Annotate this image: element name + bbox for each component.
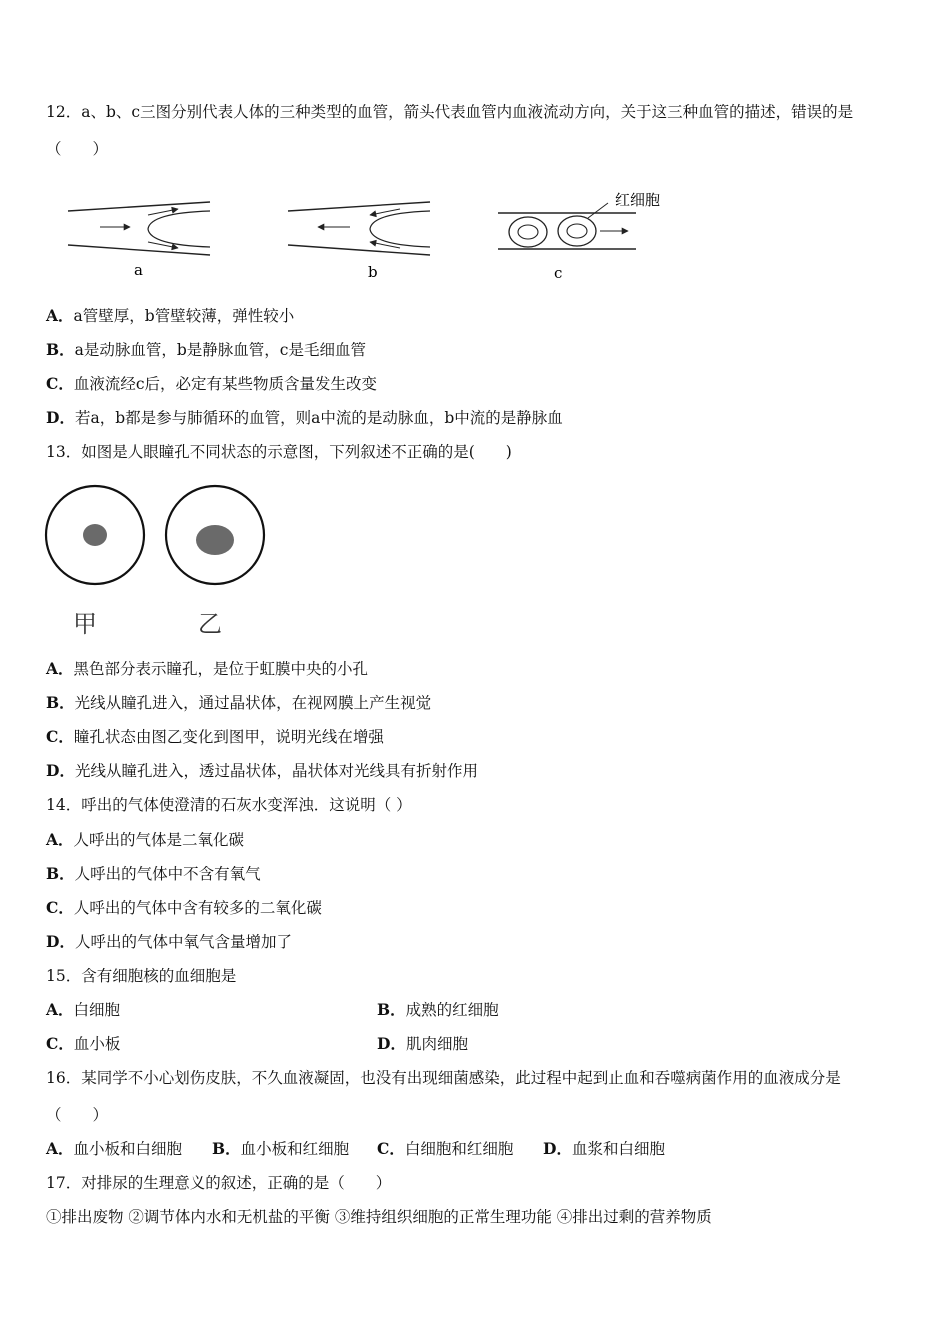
option-letter: D．: [46, 408, 75, 427]
option-text: 血小板和红细胞: [240, 1140, 350, 1158]
option-letter: C．: [46, 1034, 74, 1053]
q15-option-a[interactable]: [46, 999, 120, 1021]
option-letter: D．: [543, 1139, 572, 1158]
option-letter: B．: [46, 864, 75, 883]
q17-items: ①排出废物 ②调节体内水和无机盐的平衡 ③维持组织细胞的正常生理功能 ④排出过剩的营养物质: [46, 1208, 712, 1226]
q12-option-b[interactable]: [46, 339, 366, 361]
option-text: 人呼出的气体是二氧化碳: [73, 831, 245, 849]
option-text: 人呼出的气体中氧气含量增加了: [74, 933, 292, 951]
q13-option-a[interactable]: [46, 658, 368, 680]
q14-option-d[interactable]: [46, 931, 292, 953]
label-c: c: [554, 264, 563, 282]
label-red-blood-cell: 红细胞: [615, 191, 661, 209]
option-letter: A．: [46, 1000, 74, 1019]
vessel-a: [68, 202, 210, 255]
q16-option-b[interactable]: [212, 1138, 349, 1160]
q13-option-d[interactable]: [46, 760, 478, 782]
option-text: 成熟的红细胞: [405, 1001, 499, 1019]
option-text: 白细胞: [73, 1001, 121, 1019]
option-letter: B．: [212, 1139, 241, 1158]
q12-option-a[interactable]: [46, 305, 294, 327]
q12-option-c[interactable]: [46, 373, 377, 395]
q13-stem: 13．如图是人眼瞳孔不同状态的示意图，下列叙述不正确的是( ): [46, 443, 512, 461]
option-text: 光线从瞳孔进入，透过晶状体，晶状体对光线具有折射作用: [74, 762, 478, 780]
label-a: a: [134, 261, 143, 279]
option-text: 黑色部分表示瞳孔，是位于虹膜中央的小孔: [73, 660, 369, 678]
option-text: 血小板和白细胞: [73, 1140, 183, 1158]
option-text: 血小板: [73, 1035, 121, 1053]
option-letter: B．: [46, 693, 75, 712]
q12-stem-line1: 12．a、b、c三图分别代表人体的三种类型的血管，箭头代表血管内血液流动方向，关于这三种血管的描述，错误的是: [46, 103, 854, 121]
option-text: a是动脉血管，b是静脉血管，c是毛细血管: [74, 341, 366, 359]
option-letter: C．: [46, 727, 74, 746]
q12-vessel-figure: [60, 185, 680, 285]
label-b: b: [368, 263, 378, 281]
option-letter: C．: [46, 898, 74, 917]
option-text: 血液流经c后，必定有某些物质含量发生改变: [73, 375, 378, 393]
q16-stem-line2: （ ）: [46, 1106, 109, 1124]
option-letter: D．: [377, 1034, 406, 1053]
option-letter: D．: [46, 932, 75, 951]
q16-option-d[interactable]: [543, 1138, 665, 1160]
option-text: 若a，b都是参与肺循环的血管，则a中流的是动脉血，b中流的是静脉血: [74, 409, 563, 427]
q14-option-b[interactable]: [46, 863, 261, 885]
q14-stem: 14．呼出的气体使澄清的石灰水变浑浊．这说明（ ）: [46, 796, 412, 814]
option-letter: C．: [377, 1139, 405, 1158]
option-letter: B．: [377, 1000, 406, 1019]
q12-stem-line2: （ ）: [46, 140, 109, 158]
option-letter: B．: [46, 340, 75, 359]
option-letter: C．: [46, 374, 74, 393]
option-letter: A．: [46, 830, 74, 849]
q15-stem: 15．含有细胞核的血细胞是: [46, 967, 237, 985]
q13-pupil-figure: [40, 482, 280, 642]
option-letter: A．: [46, 306, 74, 325]
q14-option-c[interactable]: [46, 897, 322, 919]
q13-option-b[interactable]: [46, 692, 431, 714]
option-text: 人呼出的气体中含有较多的二氧化碳: [73, 899, 322, 917]
option-text: a管壁厚，b管壁较薄，弹性较小: [73, 307, 295, 325]
q13-option-c[interactable]: [46, 726, 384, 748]
option-text: 瞳孔状态由图乙变化到图甲，说明光线在增强: [73, 728, 384, 746]
q16-stem-line1: 16．某同学不小心划伤皮肤，不久血液凝固，也没有出现细菌感染，此过程中起到止血和吞噬病菌作用的血液成分是: [46, 1069, 841, 1087]
q17-stem: 17．对排尿的生理意义的叙述，正确的是（ ）: [46, 1174, 392, 1192]
q15-option-d[interactable]: [377, 1033, 468, 1055]
vessel-b: [288, 202, 430, 255]
label-yi: 乙: [198, 610, 222, 638]
pupil-jia: [83, 524, 107, 546]
option-text: 人呼出的气体中不含有氧气: [74, 865, 261, 883]
vessel-c: [498, 203, 636, 249]
q12-option-d[interactable]: [46, 407, 563, 429]
label-jia: 甲: [73, 610, 97, 638]
q14-option-a[interactable]: [46, 829, 244, 851]
option-letter: A．: [46, 659, 74, 678]
option-letter: D．: [46, 761, 75, 780]
option-letter: A．: [46, 1139, 74, 1158]
option-text: 光线从瞳孔进入，通过晶状体，在视网膜上产生视觉: [74, 694, 432, 712]
pupil-yi: [196, 525, 234, 555]
q15-option-c[interactable]: [46, 1033, 120, 1055]
vessel-diagram: [60, 185, 680, 285]
option-text: 肌肉细胞: [405, 1035, 468, 1053]
q15-option-b[interactable]: [377, 999, 499, 1021]
q16-option-c[interactable]: [377, 1138, 513, 1160]
option-text: 血浆和白细胞: [571, 1140, 665, 1158]
q16-option-a[interactable]: [46, 1138, 182, 1160]
pupil-diagram: [40, 482, 280, 642]
option-text: 白细胞和红细胞: [404, 1140, 514, 1158]
